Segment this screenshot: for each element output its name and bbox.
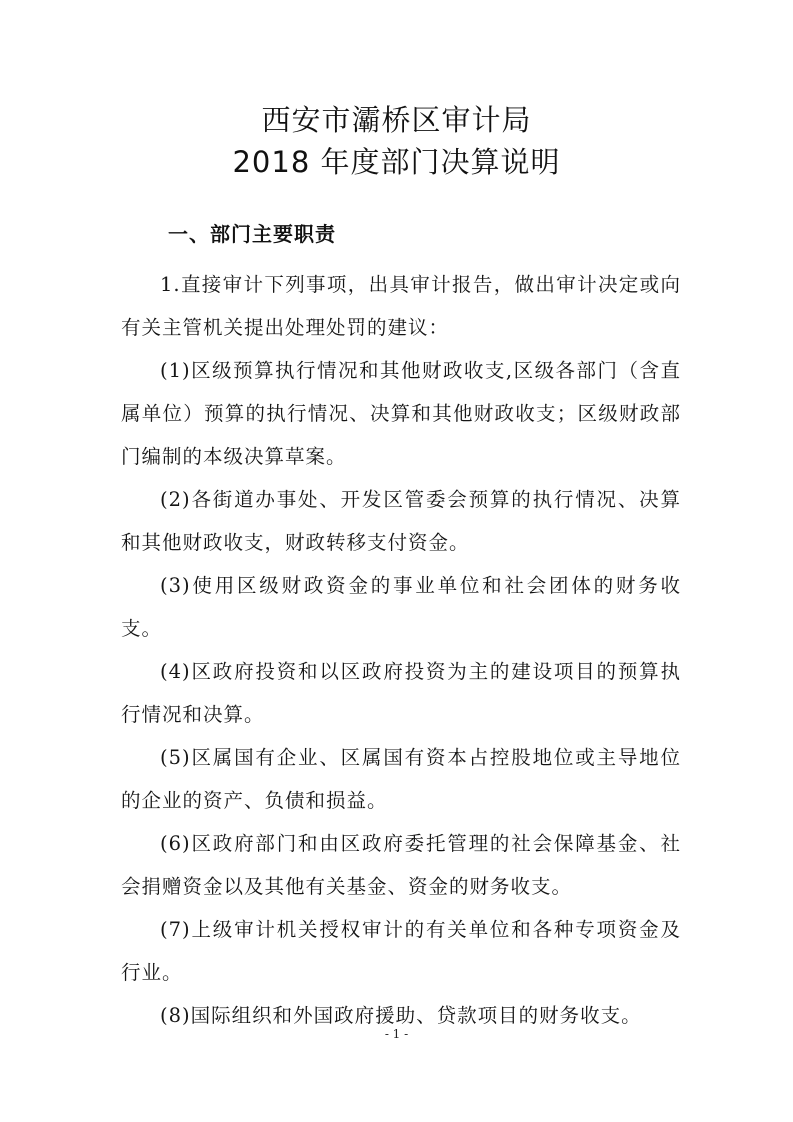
page-number: - 1 -: [384, 1027, 409, 1041]
paragraph-item-8: (8)国际组织和外国政府援助、贷款项目的财务收支。: [160, 1004, 642, 1027]
section-heading: 一、部门主要职责: [168, 222, 336, 246]
paragraph-intro: 1.直接审计下列事项，出具审计报告，做出审计决定或向有关主管机关提出处理处罚的建议：: [121, 273, 681, 339]
paragraph-item-7: (7)上级审计机关授权审计的有关单位和各种专项资金及行业。: [121, 918, 681, 984]
paragraph-item-1: (1)区级预算执行情况和其他财政收支,区级各部门（含直属单位）预算的执行情况、决算和其他财政收支；区级财政部门编制的本级决算草案。: [121, 359, 681, 468]
paragraph-item-5: (5)区属国有企业、区属国有资本占控股地位或主导地位的企业的资产、负债和损益。: [121, 746, 681, 812]
document-title-line1: 西安市灞桥区审计局: [261, 103, 532, 137]
paragraph-item-2: (2)各街道办事处、开发区管委会预算的执行情况、决算和其他财政收支，财政转移支付资金。: [121, 488, 681, 554]
paragraph-item-4: (4)区政府投资和以区政府投资为主的建设项目的预算执行情况和决算。: [121, 660, 681, 726]
paragraph-item-3: (3)使用区级财政资金的事业单位和社会团体的财务收支。: [121, 574, 681, 640]
document-title-line2: 2018 年度部门决算说明: [232, 145, 561, 179]
paragraph-item-6: (6)区政府部门和由区政府委托管理的社会保障基金、社会捐赠资金以及其他有关基金、资金的财务收支。: [121, 832, 681, 898]
document-body: [121, 263, 681, 1037]
